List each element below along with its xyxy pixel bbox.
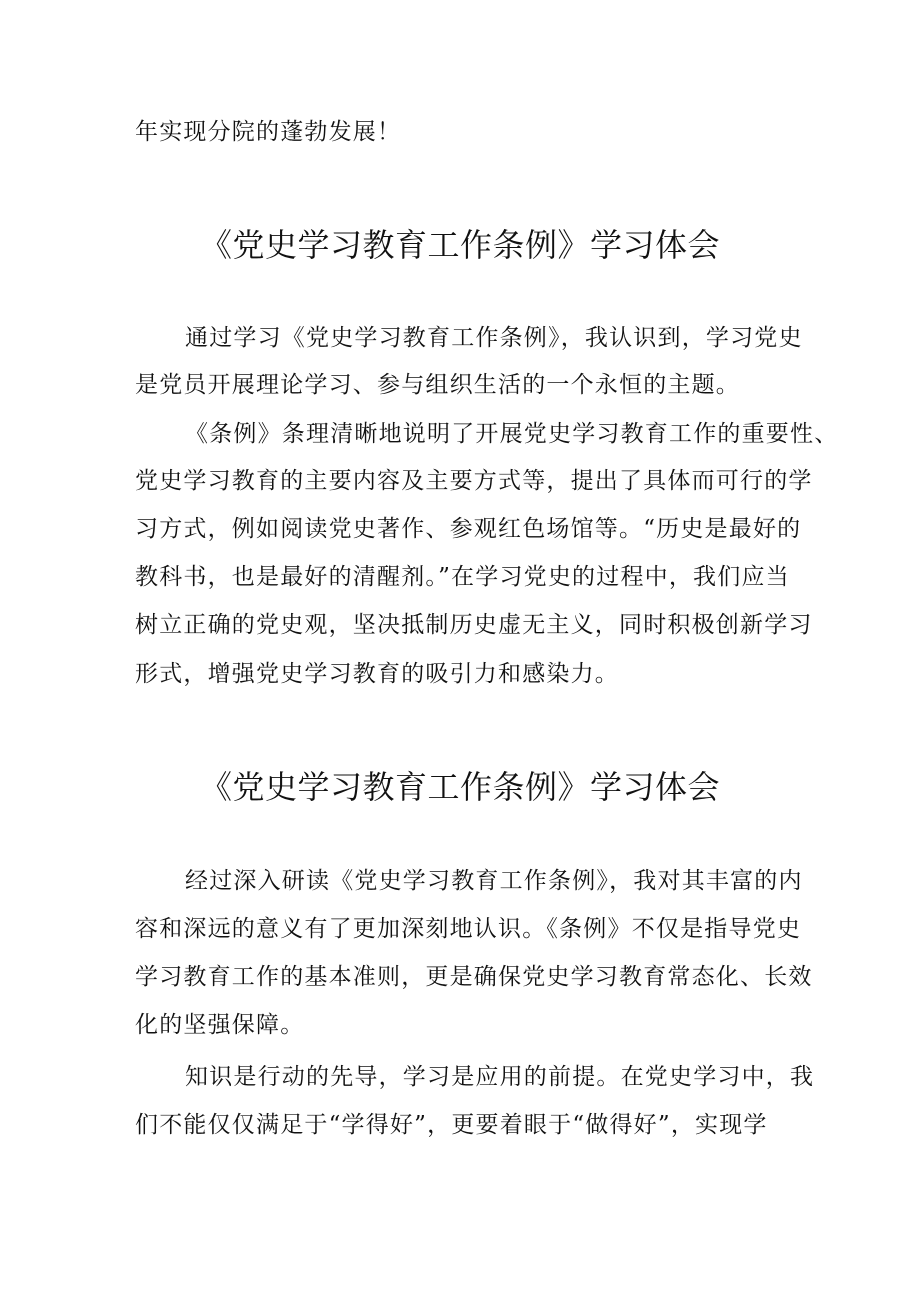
section-title: 《党史学习教育工作条例》学习体会 — [199, 226, 720, 264]
text-line: 是党员开展理论学习、参与组织生活的一个永恒的主题。 — [135, 372, 740, 398]
text-line: 经过深入研读《党史学习教育工作条例》，我对其丰富的内 — [185, 868, 803, 894]
text-line: 通过学习《党史学习教育工作条例》，我认识到，学习党史 — [185, 325, 803, 351]
text-line: 容和深远的意义有了更加深刻地认识。《条例》不仅是指导党史 — [135, 916, 802, 942]
text-line: 年实现分院的蓬勃发展！ — [135, 119, 402, 145]
text-line: 们不能仅仅满足于“学得好”，更要着眼于“做得好”，实现学 — [135, 1112, 768, 1138]
text-line: 知识是行动的先导，学习是应用的前提。在党史学习中，我 — [185, 1064, 815, 1090]
text-line: 树立正确的党史观，坚决抵制历史虚无主义，同时积极创新学习 — [135, 612, 813, 638]
text-line: 习方式，例如阅读党史著作、参观红色场馆等。“历史是最好的 — [135, 516, 802, 542]
text-line: 党史学习教育的主要内容及主要方式等，提出了具体而可行的学 — [135, 468, 813, 494]
section-title: 《党史学习教育工作条例》学习体会 — [199, 768, 720, 806]
text-line: 学习教育工作的基本准则，更是确保党史学习教育常态化、长效 — [135, 964, 813, 990]
text-line: 化的坚强保障。 — [135, 1012, 305, 1038]
text-line: 形式，增强党史学习教育的吸引力和感染力。 — [135, 661, 619, 687]
text-line: 教科书，也是最好的清醒剂。”在学习党史的过程中，我们应当 — [135, 564, 790, 590]
text-line: 《条例》条理清晰地说明了开展党史学习教育工作的重要性、 — [185, 421, 839, 447]
